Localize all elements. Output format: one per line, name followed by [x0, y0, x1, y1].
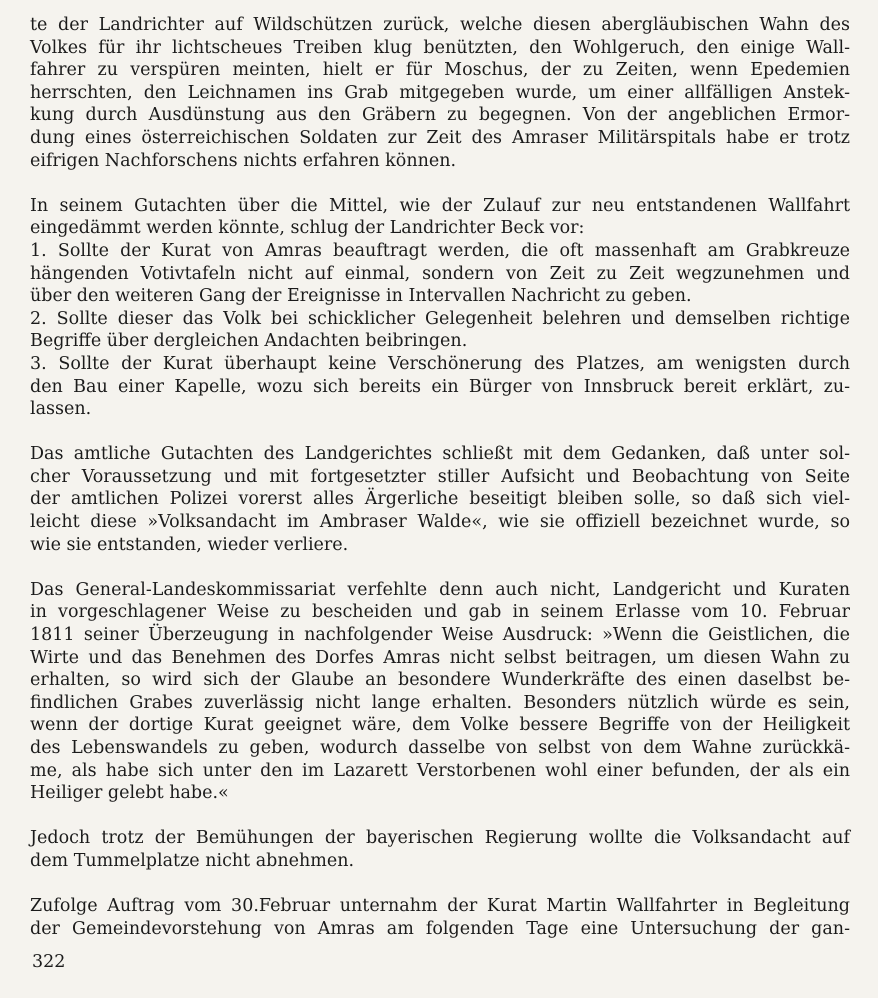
list-item-line: Begriffe über dergleichen Andachten beibringen.	[30, 331, 468, 352]
text-line: In seinem Gutachten über die Mittel, wie der Zulauf zur neu entstandenen Wallfahrt	[30, 195, 850, 216]
list-item-line: 2. Sollte dieser das Volk bei schicklicher Gelegenheit belehren und demselben richtige	[30, 308, 850, 329]
list-item-line: 3. Sollte der Kurat überhaupt keine Verschönerung des Platzes, am wenigsten durch	[30, 353, 850, 374]
text-line: Volkes für ihr lichtscheues Treiben klug benützten, den Wohlgeruch, den einige Wall-	[30, 37, 850, 58]
text-line: eingedämmt werden könnte, schlug der Landrichter Beck vor:	[30, 218, 585, 239]
list-item-line: den Bau einer Kapelle, wozu sich bereits ein Bürger von Innsbruck bereit erklärt, zu-	[30, 376, 850, 397]
paragraph-6	[30, 895, 850, 940]
text-line: Jedoch trotz der Bemühungen der bayerischen Regierung wollte die Volksandacht auf	[30, 828, 850, 849]
text-line: eifrigen Nachforschens nichts erfahren können.	[30, 150, 457, 171]
text-line: Das General-Landeskommissariat verfehlte denn auch nicht, Landgericht und Kuraten	[30, 579, 850, 600]
text-line: herrschten, den Leichnamen ins Grab mitgegeben wurde, um einer allfälligen Anstek-	[30, 82, 850, 103]
text-line: leicht diese »Volksandacht im Ambraser Walde«, wie sie offiziell bezeichnet wurde, so	[30, 512, 850, 533]
text-line: kung durch Ausdünstung aus den Gräbern zu begegnen. Von der angeblichen Ermor-	[30, 105, 850, 126]
paragraph-3	[30, 443, 850, 556]
text-line: Heiliger gelebt habe.«	[30, 783, 229, 804]
paragraph-4	[30, 579, 850, 805]
text-line: des Lebenswandels zu geben, wodurch dasselbe von selbst von dem Wahne zurückkä-	[30, 738, 850, 758]
text-line: in vorgeschlagener Weise zu bescheiden und gab in seinem Erlasse vom 10. Februar	[30, 602, 850, 623]
text-line: wie sie entstanden, wieder verliere.	[30, 534, 349, 555]
text-line: te der Landrichter auf Wildschützen zurück, welche diesen abergläubischen Wahn des	[30, 15, 850, 35]
paragraph-5	[30, 827, 850, 872]
text-line: fahrer zu verspüren meinten, hielt er für Moschus, der zu Zeiten, wenn Epedemien	[30, 60, 850, 81]
text-line: Wirte und das Benehmen des Dorfes Amras nicht selbst beitragen, um diesen Wahn zu	[30, 647, 850, 668]
text-line: erhalten, so wird sich der Glaube an besondere Wunderkräfte des einen daselbst be-	[30, 670, 850, 691]
text-line: dung eines österreichischen Soldaten zur Zeit des Amraser Militärspitals habe er trotz	[30, 127, 850, 148]
text-line: Zufolge Auftrag vom 30.Februar unternahm der Kurat Martin Wallfahrter in Begleitung	[30, 896, 850, 917]
text-line: cher Voraussetzung und mit fortgesetzter stiller Aufsicht und Beobachtung von Seite	[30, 466, 850, 487]
text-line: Das amtliche Gutachten des Landgerichtes schließt mit dem Gedanken, daß unter sol-	[30, 444, 850, 465]
text-line: wenn der dortige Kurat geeignet wäre, dem Volke bessere Begriffe von der Heiligkeit	[30, 715, 850, 736]
text-line: dem Tummelplatze nicht abnehmen.	[30, 850, 355, 871]
list-item-line: hängenden Votivtafeln nicht auf einmal, sondern von Zeit zu Zeit wegzunehmen und	[30, 263, 850, 284]
text-line: 1811 seiner Überzeugung in nachfolgender Weise Ausdruck: »Wenn die Geistlichen, die	[30, 625, 850, 646]
text-line: der amtlichen Polizei vorerst alles Ärgerliche beseitigt bleiben solle, so daß sich viel-	[30, 489, 850, 510]
body-text	[30, 14, 850, 963]
text-line: findlichen Grabes zuverlässig nicht lange erhalten. Besonders nützlich würde es sein,	[30, 692, 850, 713]
page-number: 322	[32, 952, 66, 972]
paragraph-2	[30, 195, 850, 421]
paragraph-1	[30, 14, 850, 172]
list-item-line: über den weiteren Gang der Ereignisse in Intervallen Nachricht zu geben.	[30, 286, 692, 307]
text-line: me, als habe sich unter den im Lazarett Verstorbenen wohl einer befunden, der als ein	[30, 760, 850, 781]
list-item-line: 1. Sollte der Kurat von Amras beauftragt werden, die oft massenhaft am Grabkreuze	[30, 240, 850, 261]
text-line: der Gemeindevorstehung von Amras am folgenden Tage eine Untersuchung der gan-	[30, 918, 850, 939]
list-item-line: lassen.	[30, 399, 92, 420]
